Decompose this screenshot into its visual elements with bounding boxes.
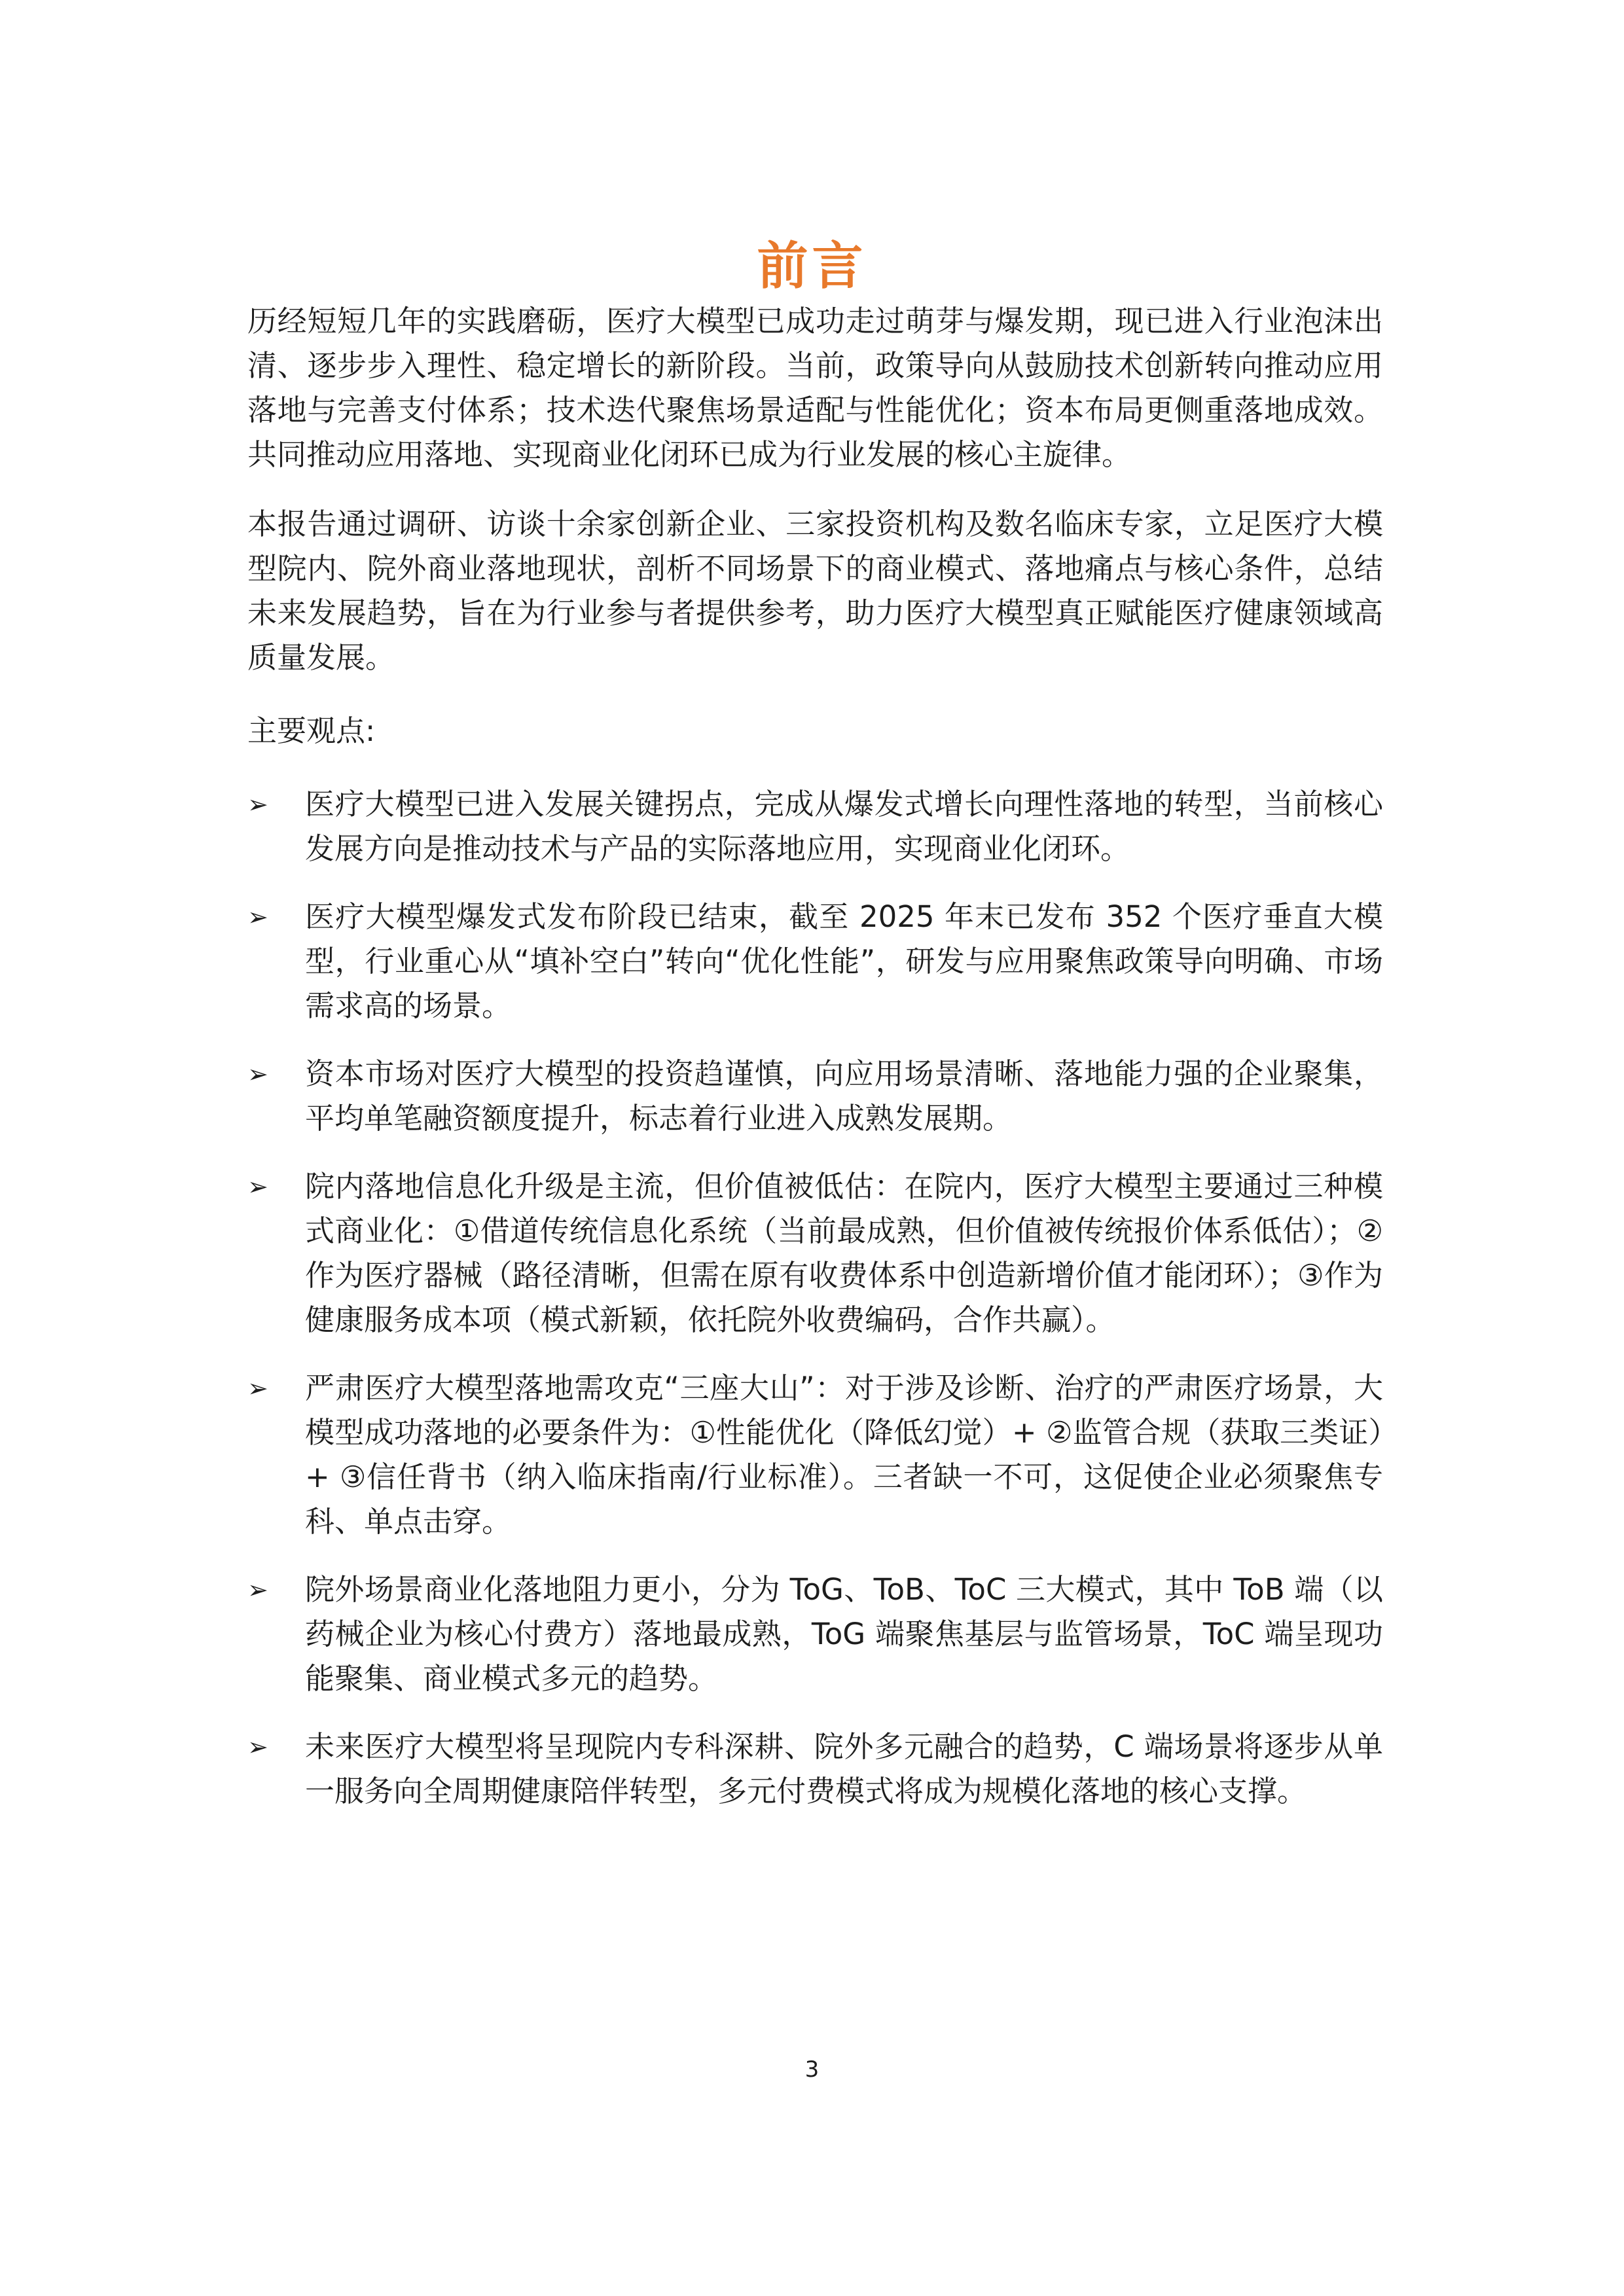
key-points-heading: 主要观点: xyxy=(247,713,376,748)
arrow-bullet-icon: ➢ xyxy=(247,1575,268,1604)
page-content xyxy=(247,299,1383,1837)
key-points-list xyxy=(247,782,1383,1814)
key-point-item xyxy=(247,1366,1383,1544)
key-point-text: 严肃医疗大模型落地需攻克“三座大山”：对于涉及诊断、治疗的严肃医疗场景，大模型成功落地的必要条件为：①性能优化（降低幻觉）+ ②监管合规（获取三类证）+ ③信任背书（纳入临床指南/行业标准）。三者缺一不可，这促使企业必须聚焦专科、单点击穿。 xyxy=(305,1371,1383,1539)
key-point-text: 未来医疗大模型将呈现院内专科深耕、院外多元融合的趋势，C 端场景将逐步从单一服务向全周期健康陪伴转型，多元付费模式将成为规模化落地的核心支撑。 xyxy=(305,1729,1383,1808)
key-point-item xyxy=(247,1052,1383,1141)
arrow-bullet-icon: ➢ xyxy=(247,1060,268,1088)
arrow-bullet-icon: ➢ xyxy=(247,903,268,931)
key-point-text: 资本市场对医疗大模型的投资趋谨慎，向应用场景清晰、落地能力强的企业聚集，平均单笔融资额度提升，标志着行业进入成熟发展期。 xyxy=(305,1056,1383,1136)
key-point-item xyxy=(247,1568,1383,1701)
page-title: 前言 xyxy=(757,237,867,296)
key-point-item xyxy=(247,1164,1383,1342)
arrow-bullet-icon: ➢ xyxy=(247,790,268,819)
key-point-text: 院内落地信息化升级是主流，但价值被低估：在院内，医疗大模型主要通过三种模式商业化：①借道传统信息化系统（当前最成熟，但价值被传统报价体系低估）；②作为医疗器械（路径清晰，但需在原有收费体系中创造新增价值才能闭环）；③作为健康服务成本项（模式新颖，依托院外收费编码，合作共赢）。 xyxy=(305,1169,1383,1337)
key-point-item xyxy=(247,895,1383,1028)
page-number: 3 xyxy=(804,2056,820,2083)
arrow-bullet-icon: ➢ xyxy=(247,1732,268,1761)
key-point-text: 院外场景商业化落地阻力更小，分为 ToG、ToB、ToC 三大模式，其中 ToB 端（以药械企业为核心付费方）落地最成熟，ToG 端聚焦基层与监管场景，ToC 端呈现功能聚集、商业模式多元的趋势。 xyxy=(305,1572,1383,1696)
intro-paragraph-1: 历经短短几年的实践磨砺，医疗大模型已成功走过萌芽与爆发期，现已进入行业泡沫出清、逐步步入理性、稳定增长的新阶段。当前，政策导向从鼓励技术创新转向推动应用落地与完善支付体系；技术迭代聚焦场景适配与性能优化；资本布局更侧重落地成效。共同推动应用落地、实现商业化闭环已成为行业发展的核心主旋律。 xyxy=(247,304,1383,472)
key-point-item xyxy=(247,782,1383,871)
arrow-bullet-icon: ➢ xyxy=(247,1172,268,1201)
arrow-bullet-icon: ➢ xyxy=(247,1374,268,1403)
intro-paragraph-2: 本报告通过调研、访谈十余家创新企业、三家投资机构及数名临床专家，立足医疗大模型院内、院外商业落地现状，剖析不同场景下的商业模式、落地痛点与核心条件，总结未来发展趋势，旨在为行业参与者提供参考，助力医疗大模型真正赋能医疗健康领域高质量发展。 xyxy=(247,507,1383,675)
key-point-text: 医疗大模型爆发式发布阶段已结束，截至 2025 年末已发布 352 个医疗垂直大模型，行业重心从“填补空白”转向“优化性能”，研发与应用聚焦政策导向明确、市场需求高的场景。 xyxy=(305,899,1383,1023)
key-point-text: 医疗大模型已进入发展关键拐点，完成从爆发式增长向理性落地的转型，当前核心发展方向是推动技术与产品的实际落地应用，实现商业化闭环。 xyxy=(305,787,1383,866)
key-point-item xyxy=(247,1725,1383,1814)
